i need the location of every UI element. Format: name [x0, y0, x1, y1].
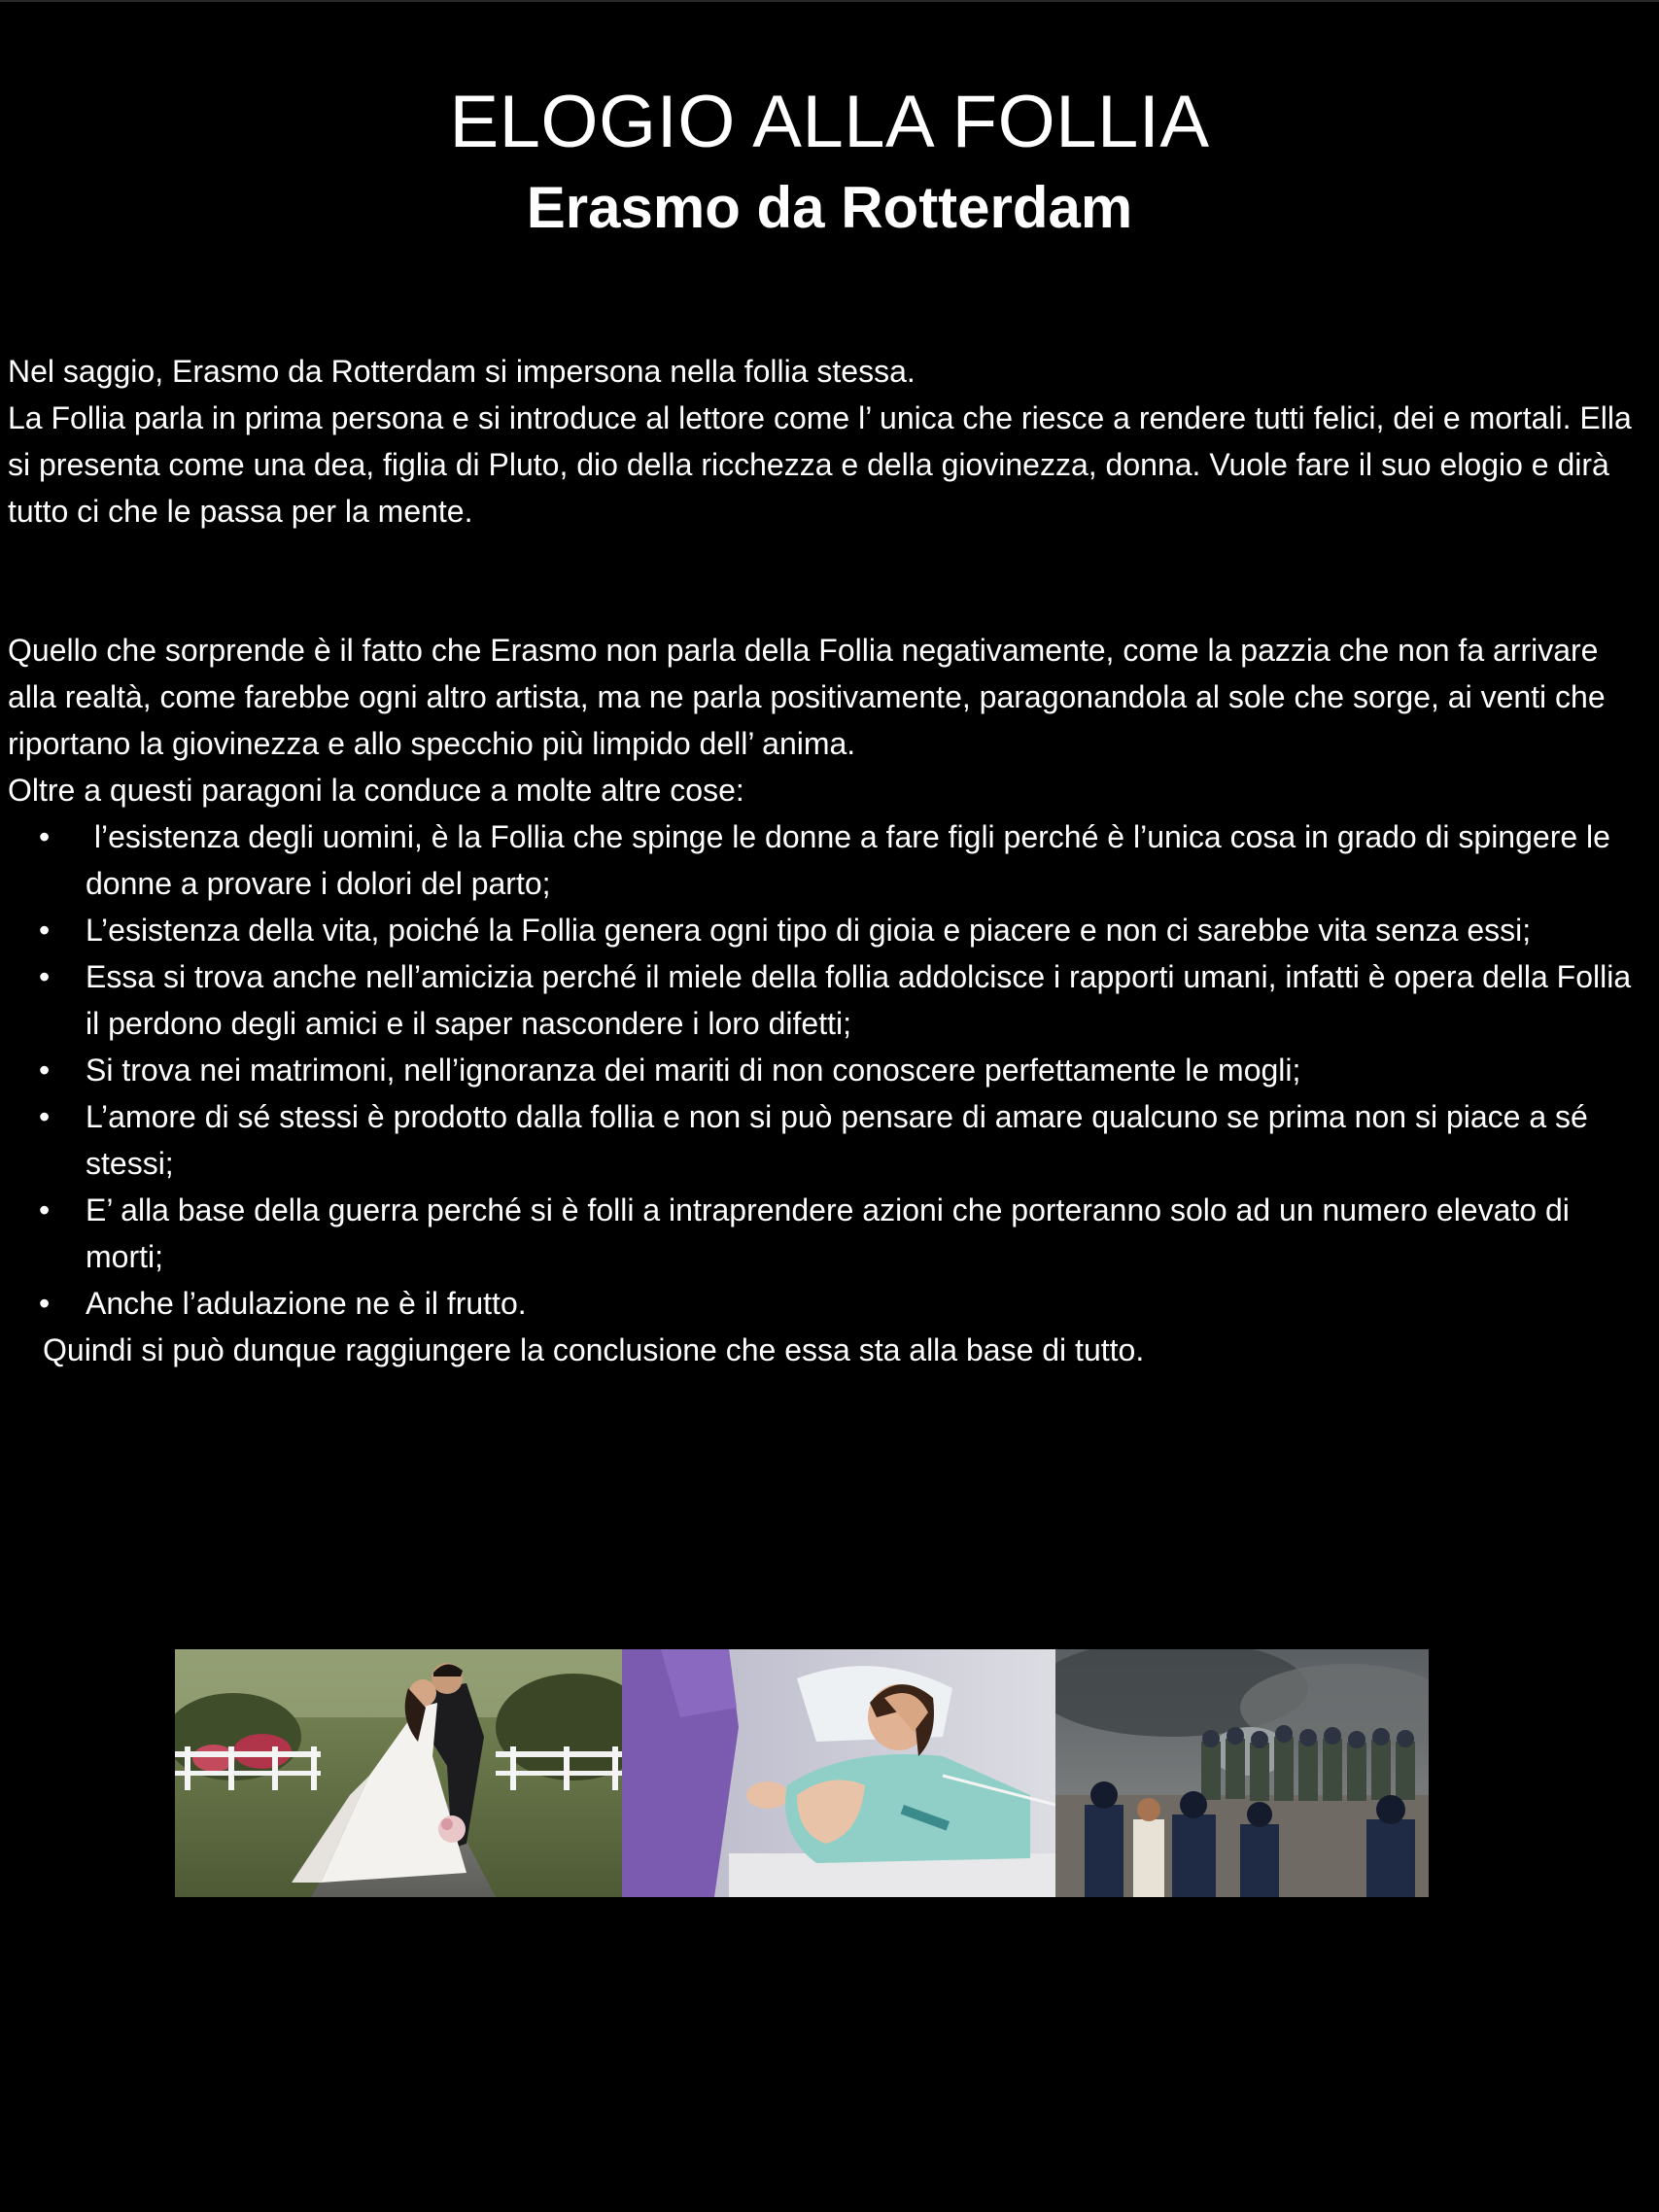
bullet-icon: • [39, 1099, 51, 1134]
wedding-couple-illustration [175, 1649, 622, 1897]
list-item [8, 1187, 1650, 1280]
conclusion: Quindi si può dunque raggiungere la conclusione che essa sta alla base di tutto. [43, 1332, 1145, 1367]
list-item-text: E’ alla base della guerra perché si è folli a intraprendere azioni che porteranno solo ad un numero elevato di morti; [86, 1192, 1570, 1274]
list-item [8, 813, 1650, 907]
list-item-text: L’amore di sé stessi è prodotto dalla follia e non si può pensare di amare qualcuno se prima non si piace a sé stessi; [86, 1099, 1588, 1181]
wedding-photo [175, 1649, 622, 1897]
bullet-icon: • [39, 1053, 51, 1088]
page-subtitle: Erasmo da Rotterdam [526, 175, 1133, 240]
main-paragraph: Quello che sorprende è il fatto che Erasmo non parla della Follia negativamente, come la pazzia che non fa arrivare alla realtà, come farebbe ogni altro artista, ma ne parla positivamente, paragonandola al sole che sorge, ai venti che riportano la giovinezza e allo specchio più limpido dell’ anima. [8, 633, 1606, 761]
bullet-icon: • [39, 819, 51, 854]
bullet-icon: • [39, 913, 51, 948]
header [0, 76, 1659, 247]
list-item-text: Essa si trova anche nell’amicizia perché il miele della follia addolcisce i rapporti umani, infatti è opera della Follia il perdono degli amici e il saper nascondere i loro difetti; [86, 959, 1632, 1041]
list-item-text: l’esistenza degli uomini, è la Follia che spinge le donne a fare figli perché è l’unica cosa in grado di spingere le donne a provare i dolori del parto; [86, 819, 1619, 901]
list-item [8, 1093, 1650, 1187]
list-lead: Oltre a questi paragoni la conduce a molte altre cose: [8, 773, 744, 808]
image-strip [175, 1649, 1429, 1897]
list-item-text: L’esistenza della vita, poiché la Follia genera ogni tipo di gioia e piacere e non ci sarebbe vita senza essi; [86, 913, 1532, 948]
intro-line: Nel saggio, Erasmo da Rotterdam si impersona nella follia stessa. [8, 354, 916, 389]
intro-line: La Follia parla in prima persona e si introduce al lettore come l’ unica che riesce a rendere tutti felici, dei e mortali. Ella si presenta come una dea, figlia di Pluto, dio della ricchezza e della giovinezza, donna. Vuole fare il suo elogio e dirà tutto ci che le passa per la mente. [8, 400, 1632, 529]
page-title: ELOGIO ALLA FOLLIA [449, 81, 1210, 163]
intro-section [8, 348, 1650, 535]
main-section [8, 627, 1650, 1373]
bullet-icon: • [39, 1192, 51, 1227]
riot-police-illustration [1055, 1649, 1429, 1897]
list-item [8, 1047, 1650, 1093]
bullet-icon: • [39, 1286, 51, 1321]
bullet-list [8, 813, 1650, 1327]
bullet-icon: • [39, 959, 51, 994]
labor-photo [622, 1649, 1055, 1897]
hospital-labor-illustration [622, 1649, 1055, 1897]
top-border [0, 0, 1659, 2]
list-item [8, 953, 1650, 1047]
list-item-text: Anche l’adulazione ne è il frutto. [86, 1286, 527, 1321]
riot-photo [1055, 1649, 1429, 1897]
list-item [8, 907, 1650, 953]
list-item [8, 1280, 1650, 1327]
list-item-text: Si trova nei matrimoni, nell’ignoranza dei mariti di non conoscere perfettamente le mogli; [86, 1053, 1301, 1088]
